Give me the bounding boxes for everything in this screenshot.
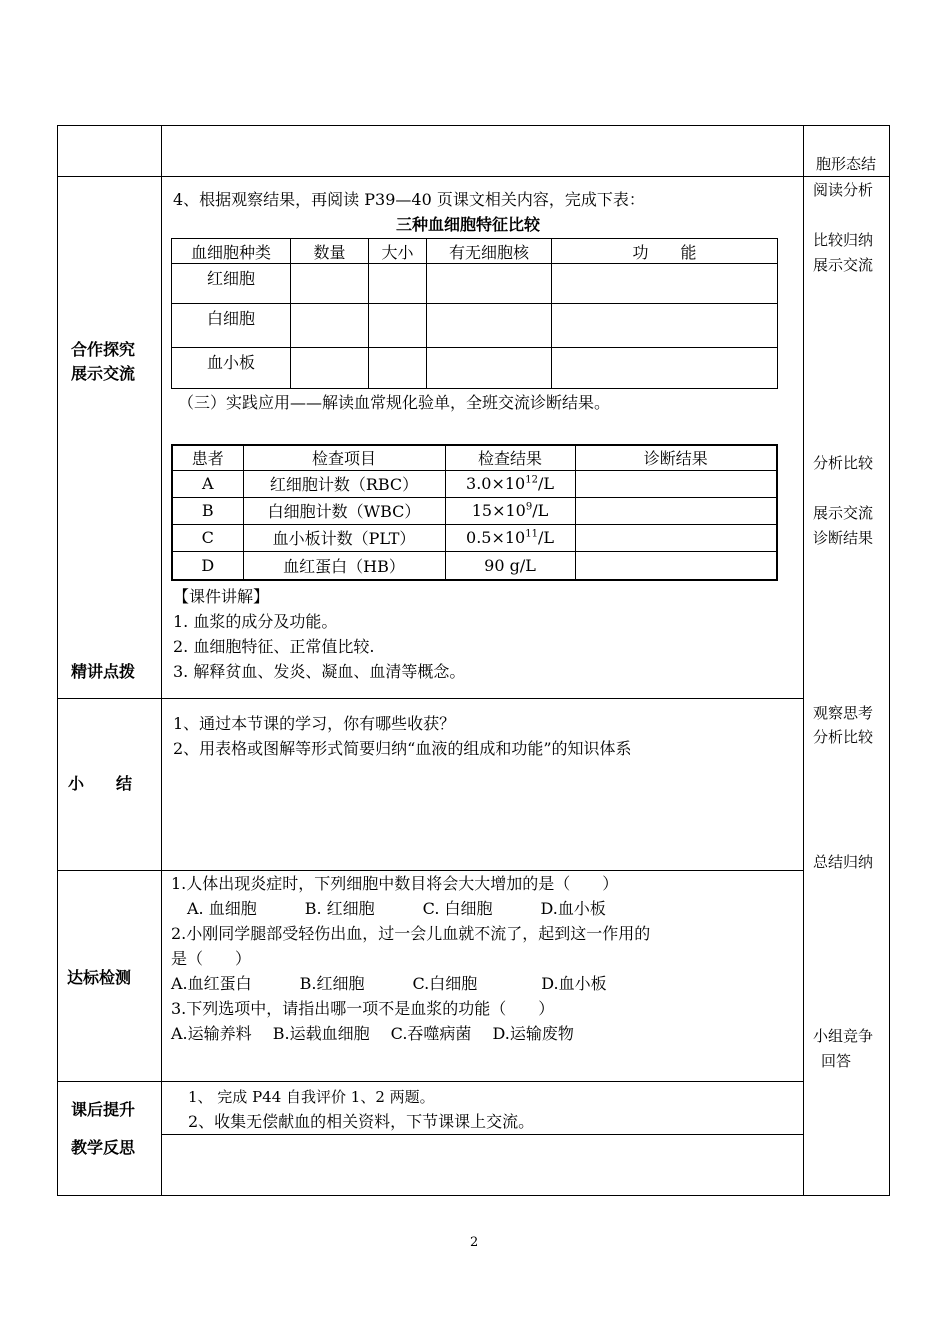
lab-item: 白细胞计数（WBC） bbox=[243, 497, 445, 524]
side-note: 回答 bbox=[821, 1052, 852, 1070]
question-1-options: A. 血细胞 B. 红细胞 C. 白细胞 D.血小板 bbox=[171, 899, 606, 918]
lab-patient: D bbox=[172, 551, 243, 580]
side-note: 小组竞争 bbox=[813, 1027, 874, 1045]
row-line-4 bbox=[57, 1081, 804, 1082]
homework-line-2: 2、收集无偿献血的相关资料，下节课课上交流。 bbox=[188, 1112, 535, 1131]
row-label-rbc: 红细胞 bbox=[172, 264, 291, 304]
empty-cell[interactable] bbox=[291, 348, 369, 389]
lab-header-diagnosis: 诊断结果 bbox=[575, 445, 777, 470]
side-note: 观察思考 bbox=[813, 704, 874, 722]
empty-cell[interactable] bbox=[427, 264, 552, 304]
empty-cell[interactable] bbox=[427, 304, 552, 348]
section-label-test: 达标检测 bbox=[67, 968, 132, 987]
question-2-line-1: 2.小刚同学腿部受轻伤出血，过一会儿血就不流了，起到这一作用的 bbox=[171, 924, 651, 943]
side-note: 展示交流 bbox=[813, 256, 874, 274]
instruction-text: 4、根据观察结果，再阅读 P39—40 页课文相关内容，完成下表： bbox=[173, 190, 645, 209]
question-2-options: A.血红蛋白 B.红细胞 C.白细胞 D.血小板 bbox=[171, 974, 607, 993]
header-cell-nucleus: 有无细胞核 bbox=[427, 239, 552, 264]
lab-patient: C bbox=[172, 524, 243, 551]
section-label-exploration-1: 合作探究 bbox=[71, 340, 136, 359]
table-border-col2 bbox=[803, 125, 804, 1196]
lab-diagnosis-empty[interactable] bbox=[575, 524, 777, 551]
table-border-col1 bbox=[161, 125, 162, 1196]
section-label-summary: 小 结 bbox=[68, 774, 133, 793]
empty-cell[interactable] bbox=[291, 264, 369, 304]
question-1: 1.人体出现炎症时，下列细胞中数目将会大大增加的是（ ） bbox=[171, 874, 619, 893]
side-note: 比较归纳 bbox=[813, 231, 874, 249]
table-border-left bbox=[57, 125, 58, 1196]
lab-header-patient: 患者 bbox=[172, 445, 243, 470]
question-2-line-2: 是（ ） bbox=[171, 949, 252, 968]
side-note: 总结归纳 bbox=[813, 853, 874, 871]
lab-diagnosis-empty[interactable] bbox=[575, 470, 777, 497]
lab-item: 红细胞计数（RBC） bbox=[243, 470, 445, 497]
blood-cell-table bbox=[171, 238, 778, 389]
row-line-3 bbox=[57, 870, 804, 871]
row-line-5 bbox=[161, 1134, 804, 1135]
header-cell-function: 功 能 bbox=[552, 239, 778, 264]
header-cell-type: 血细胞种类 bbox=[172, 239, 291, 264]
lecture-item: 3. 解释贫血、发炎、凝血、血清等概念。 bbox=[173, 662, 466, 681]
side-note: 分析比较 bbox=[813, 728, 874, 746]
lab-patient: A bbox=[172, 470, 243, 497]
table-title: 三种血细胞特征比较 bbox=[396, 215, 541, 234]
lab-result: $3.0\times 10^{12}/L$ bbox=[445, 470, 575, 497]
lab-result: $0.5\times 10^{11}/L$ bbox=[445, 524, 575, 551]
section-label-reflection: 教学反思 bbox=[71, 1138, 136, 1157]
header-cell-size: 大小 bbox=[369, 239, 427, 264]
lab-patient: B bbox=[172, 497, 243, 524]
empty-cell[interactable] bbox=[291, 304, 369, 348]
lab-item: 血红蛋白（HB） bbox=[243, 551, 445, 580]
empty-cell[interactable] bbox=[369, 264, 427, 304]
row-line-2 bbox=[57, 698, 804, 699]
side-note: 分析比较 bbox=[813, 454, 874, 472]
lecture-title: 【课件讲解】 bbox=[173, 587, 270, 606]
lab-header-result: 检查结果 bbox=[445, 445, 575, 470]
lab-report-table bbox=[171, 444, 778, 581]
lab-result: 90 g/L bbox=[445, 551, 575, 580]
row-label-plt: 血小板 bbox=[172, 348, 291, 389]
question-3: 3.下列选项中，请指出哪一项不是血浆的功能（ ） bbox=[171, 999, 555, 1018]
practice-title: （三）实践应用——解读血常规化验单，全班交流诊断结果。 bbox=[178, 393, 611, 412]
empty-cell[interactable] bbox=[369, 304, 427, 348]
homework-line-1: 1、 完成 P44 自我评价 1、2 两题。 bbox=[188, 1088, 435, 1106]
side-note: 展示交流 bbox=[813, 504, 874, 522]
page-number: 2 bbox=[470, 1235, 479, 1250]
side-note: 阅读分析 bbox=[813, 181, 874, 199]
empty-cell[interactable] bbox=[552, 264, 778, 304]
empty-cell[interactable] bbox=[552, 348, 778, 389]
question-3-options: A.运输养料 B.运载血细胞 C.吞噬病菌 D.运输废物 bbox=[171, 1024, 574, 1043]
header-cell-count: 数量 bbox=[291, 239, 369, 264]
side-note-row1: 胞形态结 bbox=[816, 155, 877, 173]
empty-cell[interactable] bbox=[427, 348, 552, 389]
row-line-top bbox=[57, 125, 890, 126]
empty-cell[interactable] bbox=[369, 348, 427, 389]
table-border-right bbox=[889, 125, 890, 1196]
summary-line: 2、用表格或图解等形式简要归纳“血液的组成和功能”的知识体系 bbox=[173, 739, 632, 758]
row-label-wbc: 白细胞 bbox=[172, 304, 291, 348]
lab-result: $15\times 10^9/L$ bbox=[445, 497, 575, 524]
lab-item: 血小板计数（PLT） bbox=[243, 524, 445, 551]
lecture-item: 1. 血浆的成分及功能。 bbox=[173, 612, 338, 631]
lab-diagnosis-empty[interactable] bbox=[575, 551, 777, 580]
empty-cell[interactable] bbox=[552, 304, 778, 348]
summary-line: 1、通过本节课的学习，你有哪些收获？ bbox=[173, 714, 456, 733]
lab-diagnosis-empty[interactable] bbox=[575, 497, 777, 524]
lab-header-item: 检查项目 bbox=[243, 445, 445, 470]
side-note: 诊断结果 bbox=[813, 529, 874, 547]
lecture-item: 2. 血细胞特征、正常值比较. bbox=[173, 637, 375, 656]
row-line-bottom bbox=[57, 1195, 890, 1196]
section-label-homework: 课后提升 bbox=[71, 1100, 136, 1119]
section-label-lecture: 精讲点拨 bbox=[71, 662, 136, 681]
section-label-exploration-2: 展示交流 bbox=[71, 364, 136, 383]
row-line-1 bbox=[57, 176, 890, 177]
